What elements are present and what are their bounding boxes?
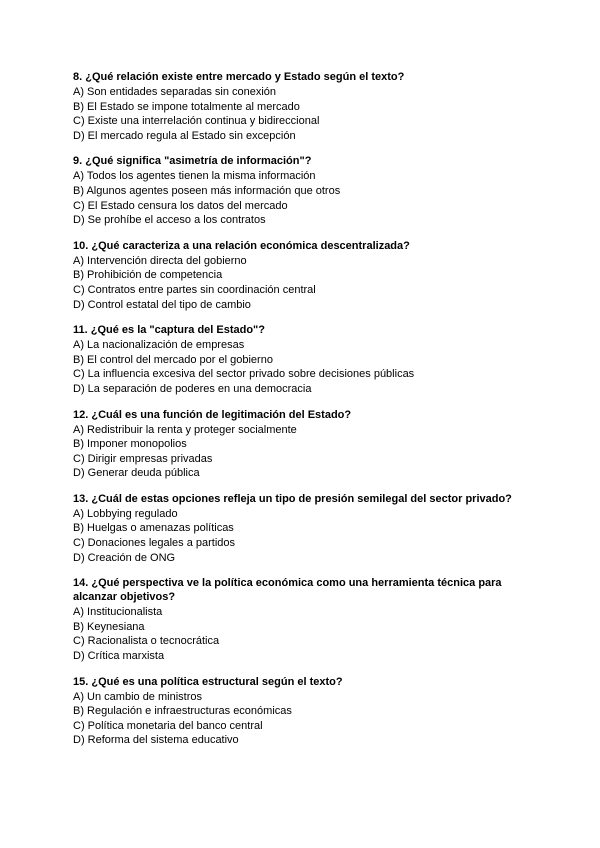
option-a: A) Intervención directa del gobierno — [73, 254, 247, 267]
option-c: C) La influencia excesiva del sector privado sobre decisiones públicas — [73, 368, 415, 381]
question-title: 8. ¿Qué relación existe entre mercado y Estado según el texto? — [73, 71, 405, 83]
option-d: D) Creación de ONG — [73, 551, 176, 564]
option-a: A) Redistribuir la renta y proteger socialmente — [73, 423, 297, 436]
option-d: D) El mercado regula al Estado sin excepción — [73, 129, 296, 142]
option-d: D) Generar deuda pública — [73, 467, 200, 480]
option-b: B) Prohibición de competencia — [73, 269, 223, 282]
question-title: 9. ¿Qué significa "asimetría de información"? — [73, 155, 312, 168]
option-c: C) Racionalista o tecnocrática — [73, 635, 220, 648]
question-title: 14. ¿Qué perspectiva ve la política económica como una herramienta técnica para alcanzar objetivos? — [73, 577, 502, 604]
question-15 — [73, 675, 600, 748]
option-a: A) La nacionalización de empresas — [73, 339, 245, 352]
options-list — [73, 690, 600, 748]
option-b: B) Keynesiana — [73, 620, 145, 633]
question-title: 15. ¿Qué es una política estructural según el texto? — [73, 675, 343, 688]
option-c: C) Donaciones legales a partidos — [73, 537, 236, 550]
question-8 — [73, 70, 600, 143]
options-list — [73, 605, 600, 663]
question-9 — [73, 154, 600, 227]
question-10 — [73, 239, 600, 312]
option-a: A) Un cambio de ministros — [73, 690, 202, 703]
options-list — [73, 254, 600, 312]
option-c: C) Política monetaria del banco central — [73, 719, 263, 732]
question-title: 11. ¿Qué es la "captura del Estado"? — [73, 324, 265, 337]
option-d: D) Control estatal del tipo de cambio — [73, 298, 251, 311]
option-a: A) Todos los agentes tienen la misma información — [73, 170, 316, 183]
option-c: C) El Estado censura los datos del mercado — [73, 199, 288, 212]
option-b: B) Algunos agentes poseen más información que otros — [73, 184, 341, 197]
question-title: 10. ¿Qué caracteriza a una relación económica descentralizada? — [73, 239, 410, 252]
question-14 — [73, 576, 600, 663]
option-a: A) Lobbying regulado — [73, 507, 178, 520]
options-list — [73, 423, 600, 481]
option-c: C) Dirigir empresas privadas — [73, 452, 213, 465]
question-title: 12. ¿Cuál es una función de legitimación del Estado? — [73, 408, 352, 421]
option-c: C) Contratos entre partes sin coordinación central — [73, 283, 316, 296]
option-a: A) Son entidades separadas sin conexión — [73, 86, 277, 98]
option-a: A) Institucionalista — [73, 606, 163, 619]
option-d: D) Reforma del sistema educativo — [73, 734, 239, 747]
option-b: B) El control del mercado por el gobierno — [73, 353, 273, 366]
question-11 — [73, 323, 600, 396]
options-list — [73, 85, 600, 143]
option-d: D) Crítica marxista — [73, 650, 165, 663]
question-title: 13. ¿Cuál de estas opciones refleja un tipo de presión semilegal del sector privado? — [73, 492, 512, 505]
option-d: D) Se prohíbe el acceso a los contratos — [73, 214, 266, 227]
options-list — [73, 169, 600, 227]
options-list — [73, 338, 600, 396]
option-b: B) Regulación e infraestructuras económicas — [73, 705, 292, 718]
option-b: B) Huelgas o amenazas políticas — [73, 522, 234, 535]
question-13 — [73, 492, 600, 565]
option-b: B) Imponer monopolios — [73, 438, 187, 451]
question-12 — [73, 408, 600, 481]
options-list — [73, 507, 600, 565]
option-d: D) La separación de poderes en una democracia — [73, 382, 312, 395]
option-c: C) Existe una interrelación continua y bidireccional — [73, 115, 320, 128]
option-b: B) El Estado se impone totalmente al mercado — [73, 100, 300, 113]
